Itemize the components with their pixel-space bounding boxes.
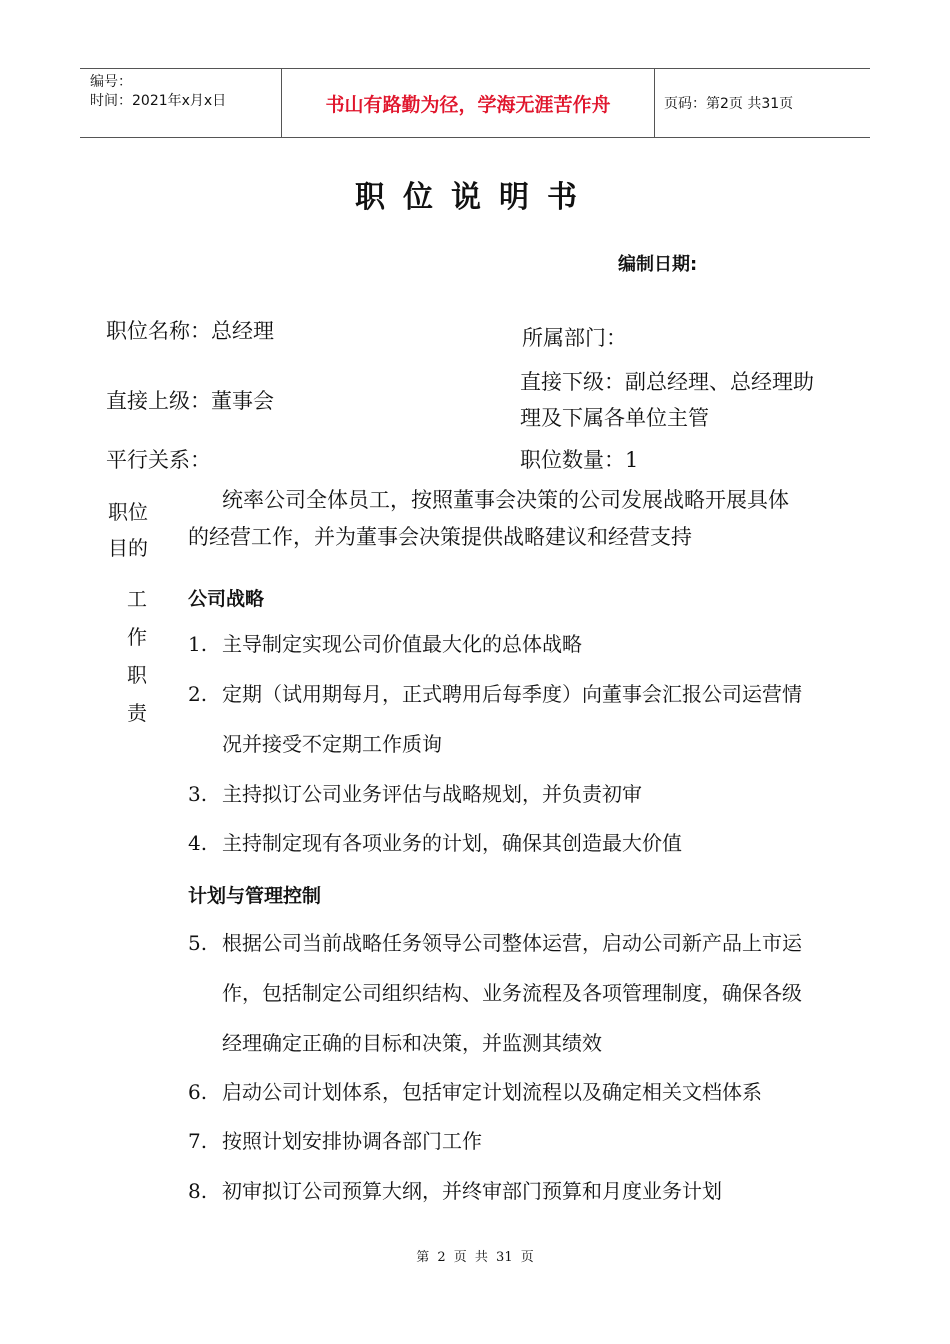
count-field: 职位数量：1 xyxy=(520,448,639,472)
duty-item xyxy=(188,1067,878,1117)
duties-label-char: 作 xyxy=(127,625,147,649)
header-divider xyxy=(654,69,655,137)
duty-item-text: 初审拟订公司预算大纲，并终审部门预算和月度业务计划 xyxy=(222,1179,722,1203)
duty-item-text: 经理确定正确的目标和决策，并监测其绩效 xyxy=(222,1031,602,1055)
position-name-field: 职位名称：总经理 xyxy=(106,319,274,343)
time-label: 时间：2021年x月x日 xyxy=(90,93,227,109)
page-footer: 第 2 页 共 31 页 xyxy=(416,1250,534,1265)
duty-item-text: 况并接受不定期工作质询 xyxy=(222,732,442,756)
duty-item-number: 7. xyxy=(188,1129,208,1153)
duty-item-text: 定期（试用期每月，正式聘用后每季度）向董事会汇报公司运营情 xyxy=(222,682,802,706)
header-table xyxy=(80,68,870,138)
duty-item xyxy=(188,769,878,819)
duty-item-text: 根据公司当前战略任务领导公司整体运营，启动公司新产品上市运 xyxy=(222,931,802,955)
duties-label xyxy=(122,580,152,732)
duty-item-number: 4. xyxy=(188,831,208,855)
header-motto: 书山有路勤为径，学海无涯苦作舟 xyxy=(325,93,611,116)
duty-item xyxy=(188,1166,878,1216)
duty-item xyxy=(188,619,878,669)
purpose-label-line2: 目的 xyxy=(108,536,148,560)
duty-item xyxy=(188,1116,878,1166)
duty-item xyxy=(188,818,878,868)
header-page-info: 页码：第2页 共31页 xyxy=(664,96,794,112)
duty-item-number: 6. xyxy=(188,1080,208,1104)
compile-date-label: 编制日期: xyxy=(618,254,698,275)
duty-item-number: 2. xyxy=(188,682,208,706)
purpose-label xyxy=(108,494,148,566)
duty-item-text: 按照计划安排协调各部门工作 xyxy=(222,1129,482,1153)
parallel-field: 平行关系： xyxy=(106,448,211,472)
subordinates-field-line2: 理及下属各单位主管 xyxy=(520,406,709,430)
purpose-text-line2: 的经营工作，并为董事会决策提供战略建议和经营支持 xyxy=(188,525,692,549)
duty-item-number: 5. xyxy=(188,931,208,955)
subordinates-field-line1: 直接下级：副总经理、总经理助 xyxy=(520,370,814,394)
department-field: 所属部门： xyxy=(522,326,627,350)
duty-item xyxy=(188,669,878,769)
duty-item-number: 3. xyxy=(188,782,208,806)
document-title: 职位说明书 xyxy=(355,180,595,215)
section-heading-strategy: 公司战略 xyxy=(188,588,265,610)
duty-item-text: 主导制定实现公司价值最大化的总体战略 xyxy=(222,632,582,656)
duty-item-text: 主持拟订公司业务评估与战略规划，并负责初审 xyxy=(222,782,642,806)
duty-item-text: 主持制定现有各项业务的计划，确保其创造最大价值 xyxy=(222,831,682,855)
duty-item-number: 1. xyxy=(188,632,208,656)
section-heading-planning: 计划与管理控制 xyxy=(188,885,322,907)
duties-label-char: 责 xyxy=(127,701,147,725)
duties-label-char: 工 xyxy=(127,587,147,611)
purpose-label-line1: 职位 xyxy=(108,500,148,524)
superior-field: 直接上级：董事会 xyxy=(106,389,274,413)
duty-item xyxy=(188,918,878,1068)
duty-item-text: 启动公司计划体系，包括审定计划流程以及确定相关文档体系 xyxy=(222,1080,762,1104)
header-left-cell xyxy=(90,73,226,111)
duty-item-number: 8. xyxy=(188,1179,208,1203)
purpose-text-line1: 统率公司全体员工，按照董事会决策的公司发展战略开展具体 xyxy=(222,488,789,512)
duty-item-text: 作，包括制定公司组织结构、业务流程及各项管理制度，确保各级 xyxy=(222,981,802,1005)
duties-label-char: 职 xyxy=(127,663,147,687)
code-label: 编号： xyxy=(90,74,132,90)
